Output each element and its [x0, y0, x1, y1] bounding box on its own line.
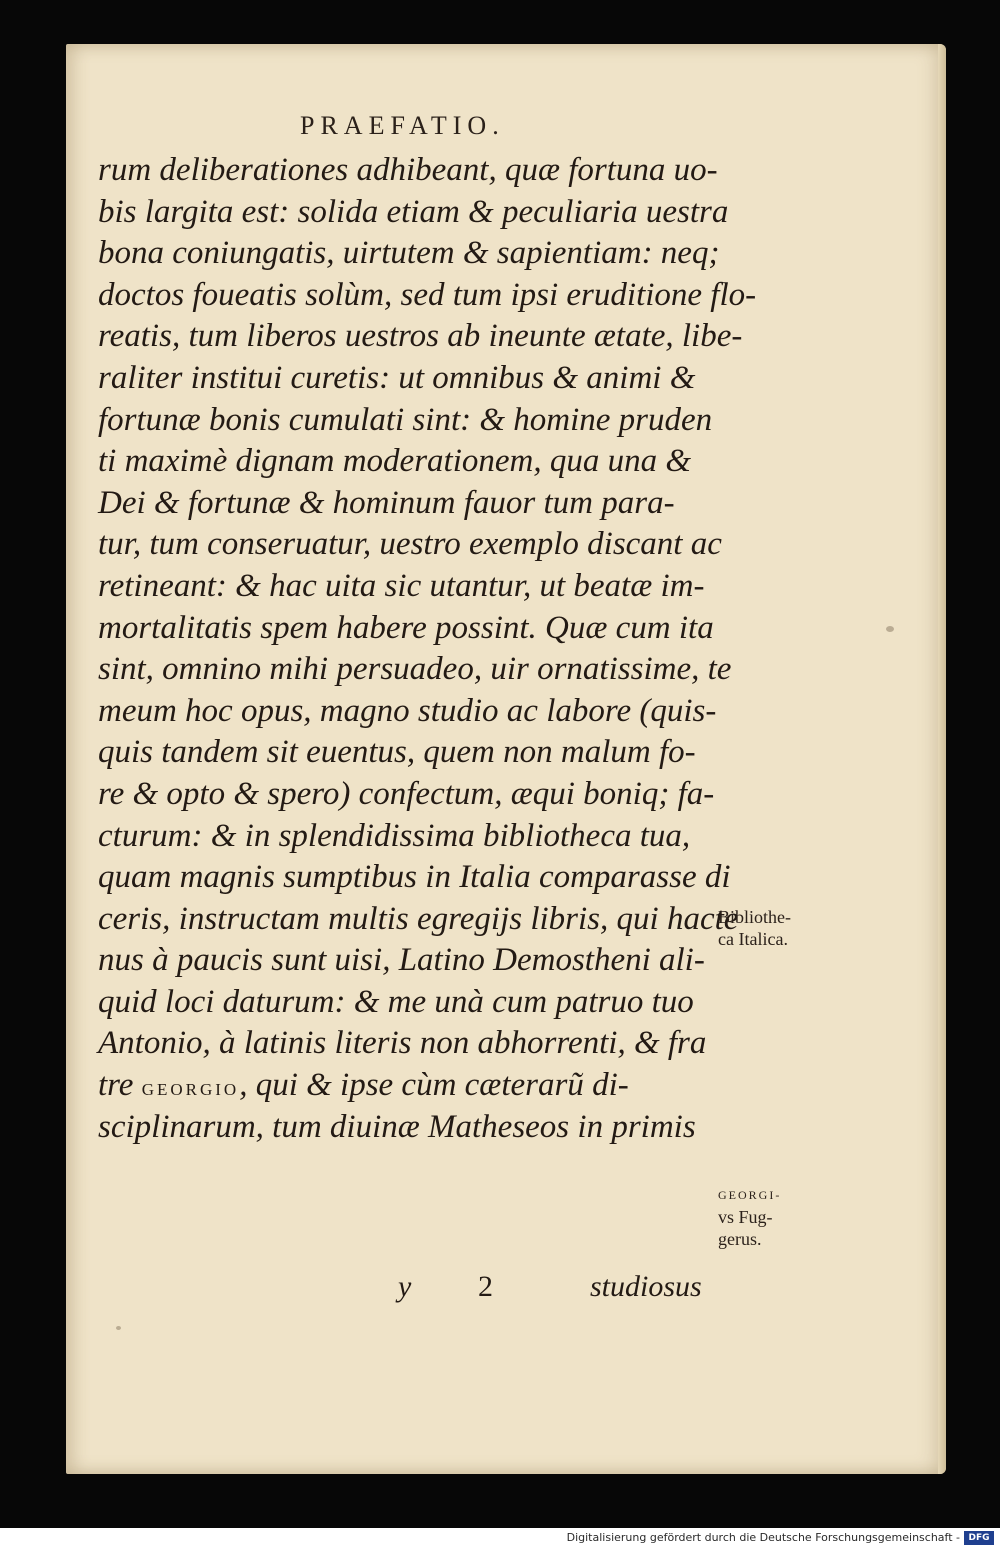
- margin-note-line: Bibliothe-: [718, 907, 791, 927]
- credit-text: Digitalisierung gefördert durch die Deutsche Forschungsgemeinschaft -: [566, 1531, 960, 1544]
- text-line: bis largita est: solida etiam & peculiaria uestra: [98, 193, 729, 230]
- margin-note-georgius: [718, 1184, 781, 1250]
- text-line: bona coniungatis, uirtutem & sapientiam: neq;: [98, 235, 720, 272]
- text-line: ti maximè dignam moderationem, qua una &: [98, 443, 692, 480]
- text-line: re & opto & spero) confectum, æqui boniq; fa-: [98, 775, 715, 812]
- text-line: quam magnis sumptibus in Italia comparasse di: [98, 859, 731, 896]
- text-line: rum deliberationes adhibeant, quæ fortuna uo-: [98, 152, 718, 188]
- person-name-small-caps: GEORGIO: [141, 1080, 240, 1100]
- text-line-georgio: [98, 1065, 738, 1107]
- dfg-logo[interactable]: DFG: [964, 1531, 994, 1545]
- text-line: mortalitatis spem habere possint. Quæ cum ita: [98, 609, 714, 646]
- text-line: retineant: & hac uita sic utantur, ut beatæ im-: [98, 567, 705, 604]
- text-fragment: , qui & ipse cùm cæterarũ di-: [239, 1067, 629, 1104]
- ink-blot: [116, 1326, 121, 1330]
- margin-note-line: GEORGI-: [718, 1188, 782, 1202]
- credit-bar: [0, 1528, 1000, 1549]
- margin-note-line: vs Fug-: [718, 1207, 773, 1227]
- text-fragment: tre: [98, 1067, 142, 1104]
- signature-mark: y: [398, 1270, 412, 1303]
- margin-note-bibliotheca: [718, 906, 791, 950]
- text-line: ceris, instructam multis egregijs libris, qui hacte: [98, 900, 739, 937]
- catchword: studiosus: [590, 1270, 702, 1303]
- text-line: quid loci daturum: & me unà cum patruo tuo: [98, 983, 694, 1020]
- page-footer: [98, 1270, 718, 1310]
- text-line: Antonio, à latinis literis non abhorrenti, & fra: [98, 1025, 707, 1062]
- text-line: tur, tum conseruatur, uestro exemplo discant ac: [98, 526, 722, 563]
- text-line: quis tandem sit euentus, quem non malum fo-: [98, 734, 696, 771]
- text-line: sint, omnino mihi persuadeo, uir ornatissime, te: [98, 651, 732, 688]
- text-line: doctos foueatis solùm, sed tum ipsi eruditione flo-: [98, 276, 757, 313]
- text-line: nus à paucis sunt uisi, Latino Demostheni ali-: [98, 942, 705, 979]
- ink-blot: [886, 626, 894, 632]
- text-line: meum hoc opus, magno studio ac labore (quis-: [98, 692, 717, 729]
- signature-number: 2: [478, 1270, 493, 1303]
- text-line: fortunæ bonis cumulati sint: & homine pruden: [98, 401, 713, 438]
- text-line: Dei & fortunæ & hominum fauor tum para-: [98, 484, 675, 521]
- text-line: sciplinarum, tum diuinæ Matheseos in primis: [98, 1108, 696, 1145]
- margin-note-line: gerus.: [718, 1229, 762, 1249]
- text-line: cturum: & in splendidissima bibliotheca tua,: [98, 817, 691, 854]
- text-line: reatis, tum liberos uestros ab ineunte ætate, libe-: [98, 318, 743, 355]
- text-line: raliter institui curetis: ut omnibus & animi &: [98, 359, 696, 396]
- margin-note-line: ca Italica.: [718, 929, 788, 949]
- running-head: PRAEFATIO.: [300, 111, 505, 140]
